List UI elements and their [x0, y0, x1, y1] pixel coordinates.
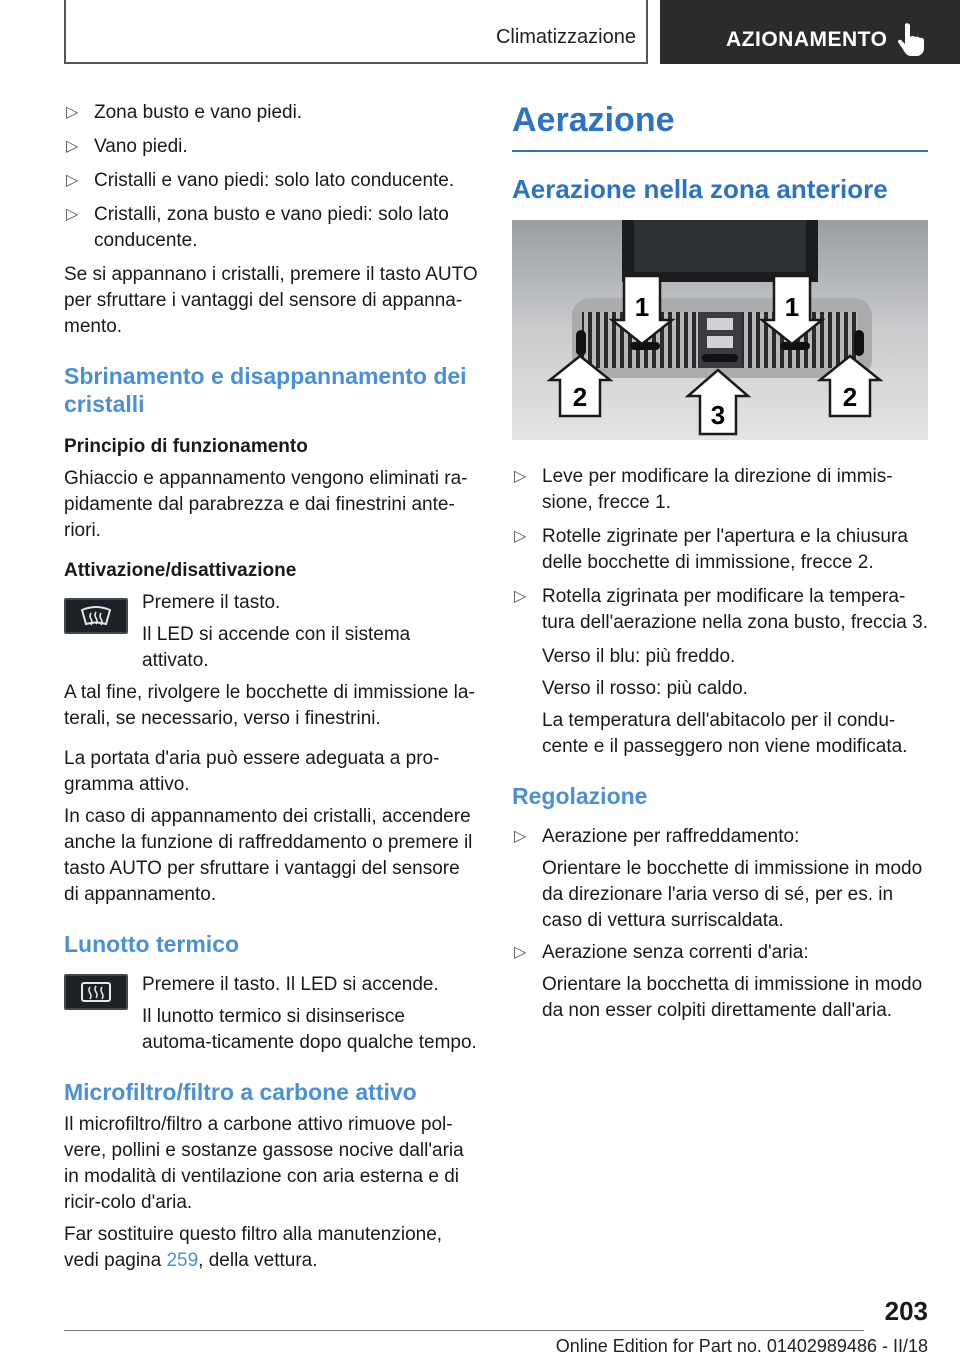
temperature-note: La temperatura dell'abitacolo per il condu-cente e il passeggero non viene modificata. [542, 710, 908, 757]
blue-note: Verso il blu: più freddo. [542, 646, 736, 667]
defrost-heading: Sbrinamento e disappannamento dei cristalli [64, 363, 467, 417]
principle-heading: Principio di funzionamento [64, 436, 308, 457]
triangle-right-icon: ▷ [514, 468, 527, 485]
triangle-right-icon: ▷ [514, 528, 527, 545]
list-item: ▷ Cristalli e vano piedi: solo lato conducente. [64, 168, 478, 194]
chapter-title: AZIONAMENTO [726, 28, 888, 51]
left-column [64, 100, 478, 1280]
windshield-defrost-button[interactable] [64, 598, 128, 634]
list-item: ▷ Rotella zigrinata per modificare la tempera-tura dell'aerazione nella zona busto, freccia 3. [514, 586, 928, 633]
front-ventilation-heading: Aerazione nella zona anteriore [512, 174, 888, 204]
replace-paragraph: Far sostituire questo filtro alla manutenzione, vedi pagina 259, della vettura. [64, 1224, 443, 1271]
filter-heading: Microfiltro/filtro a carbone attivo [64, 1079, 417, 1105]
dashboard-vents-image [512, 220, 928, 440]
fog-paragraph: In caso di appannamento dei cristalli, accendere anche la funzione di raffreddamento o premere il tasto AUTO per sfruttare i vantaggi del sensore di appannamento. [64, 806, 473, 905]
footer-edition: Online Edition for Part no. 01402989486 - II/18 [555, 1336, 928, 1356]
rear-window-heading: Lunotto termico [64, 931, 240, 957]
chapter-tab [660, 0, 960, 64]
photo-label-2a: 2 [572, 382, 588, 412]
photo-label-2b: 2 [842, 382, 858, 412]
right-column [512, 100, 928, 1030]
button1-text-2: Il LED si accende con il sistema attivato. [142, 624, 411, 671]
triangle-right-icon: ▷ [514, 828, 527, 845]
list-item: ▷ Rotelle zigrinate per l'apertura e la chiusura delle bocchette di immissione, frecce 2. [514, 526, 908, 573]
list-item: ▷ Leve per modificare la direzione di immis-sione, frecce 1. [514, 466, 893, 513]
defog-paragraph: Se si appannano i cristalli, premere il tasto AUTO per sfruttare i vantaggi del sensore di appanna-mento. [64, 264, 478, 337]
footer-divider [64, 1330, 864, 1331]
triangle-right-icon: ▷ [66, 172, 79, 189]
windshield-defrost-row [64, 590, 478, 674]
list-item: ▷ Aerazione senza correnti d'aria: [512, 940, 928, 966]
airflow-paragraph: La portata d'aria può essere adeguata a pro-gramma attivo. [64, 748, 440, 795]
regulation2-text: Orientare la bocchetta di immissione in modo da non esser colpiti direttamente dall'aria. [542, 974, 923, 1021]
page-number: 203 [884, 1296, 928, 1326]
triangle-right-icon: ▷ [66, 104, 79, 121]
triangle-right-icon: ▷ [66, 138, 79, 155]
list-item: ▷ Vano piedi. [64, 134, 478, 160]
section-title: Climatizzazione [495, 26, 636, 48]
windshield-defrost-icon [64, 598, 128, 634]
page-heading: Aerazione [512, 100, 928, 152]
photo-label-1a: 1 [634, 292, 650, 322]
principle-paragraph: Ghiaccio e appannamento vengono eliminati ra-pidamente dal parabrezza e dai finestrini ante-riori. [64, 468, 468, 541]
side-vents-paragraph: A tal fine, rivolgere le bocchette di immissione la-terali, se necessario, verso i finestrini. [64, 682, 475, 729]
filter-paragraph: Il microfiltro/filtro a carbone attivo rimuove pol-vere, pollini e sostanze gassose nocive dall'aria in modalità di ventilazione con aria esterna e di ricir-colo d'aria. [64, 1114, 464, 1213]
rear-window-defrost-icon [64, 974, 128, 1010]
regulation-heading: Regolazione [512, 783, 648, 809]
header-left-frame [64, 0, 648, 64]
button2-text-2: Il lunotto termico si disinserisce automa-ticamente dopo qualche tempo. [142, 1006, 477, 1053]
regulation1-text: Orientare le bocchette di immissione in modo da direzionare l'aria verso di sé, per es. in caso di vettura surriscaldata. [542, 858, 923, 931]
page-link[interactable]: 259 [166, 1250, 199, 1271]
photo-label-3: 3 [710, 400, 726, 430]
triangle-right-icon: ▷ [514, 944, 527, 961]
photo-label-1b: 1 [784, 292, 800, 322]
button2-text-1: Premere il tasto. Il LED si accende. [142, 974, 439, 995]
triangle-right-icon: ▷ [66, 206, 79, 223]
rear-window-defrost-button[interactable] [64, 974, 128, 1010]
triangle-right-icon: ▷ [514, 588, 527, 605]
list-item: ▷ Zona busto e vano piedi. [64, 100, 478, 126]
activation-heading: Attivazione/disattivazione [64, 560, 297, 581]
hand-pointer-icon [896, 22, 926, 56]
red-note: Verso il rosso: più caldo. [542, 678, 748, 699]
list-item: ▷ Cristalli, zona busto e vano piedi: solo lato conducente. [66, 204, 449, 251]
button1-text-1: Premere il tasto. [142, 592, 281, 613]
rear-defrost-row [64, 972, 478, 1032]
list-item: ▷ Aerazione per raffreddamento: [512, 824, 928, 850]
